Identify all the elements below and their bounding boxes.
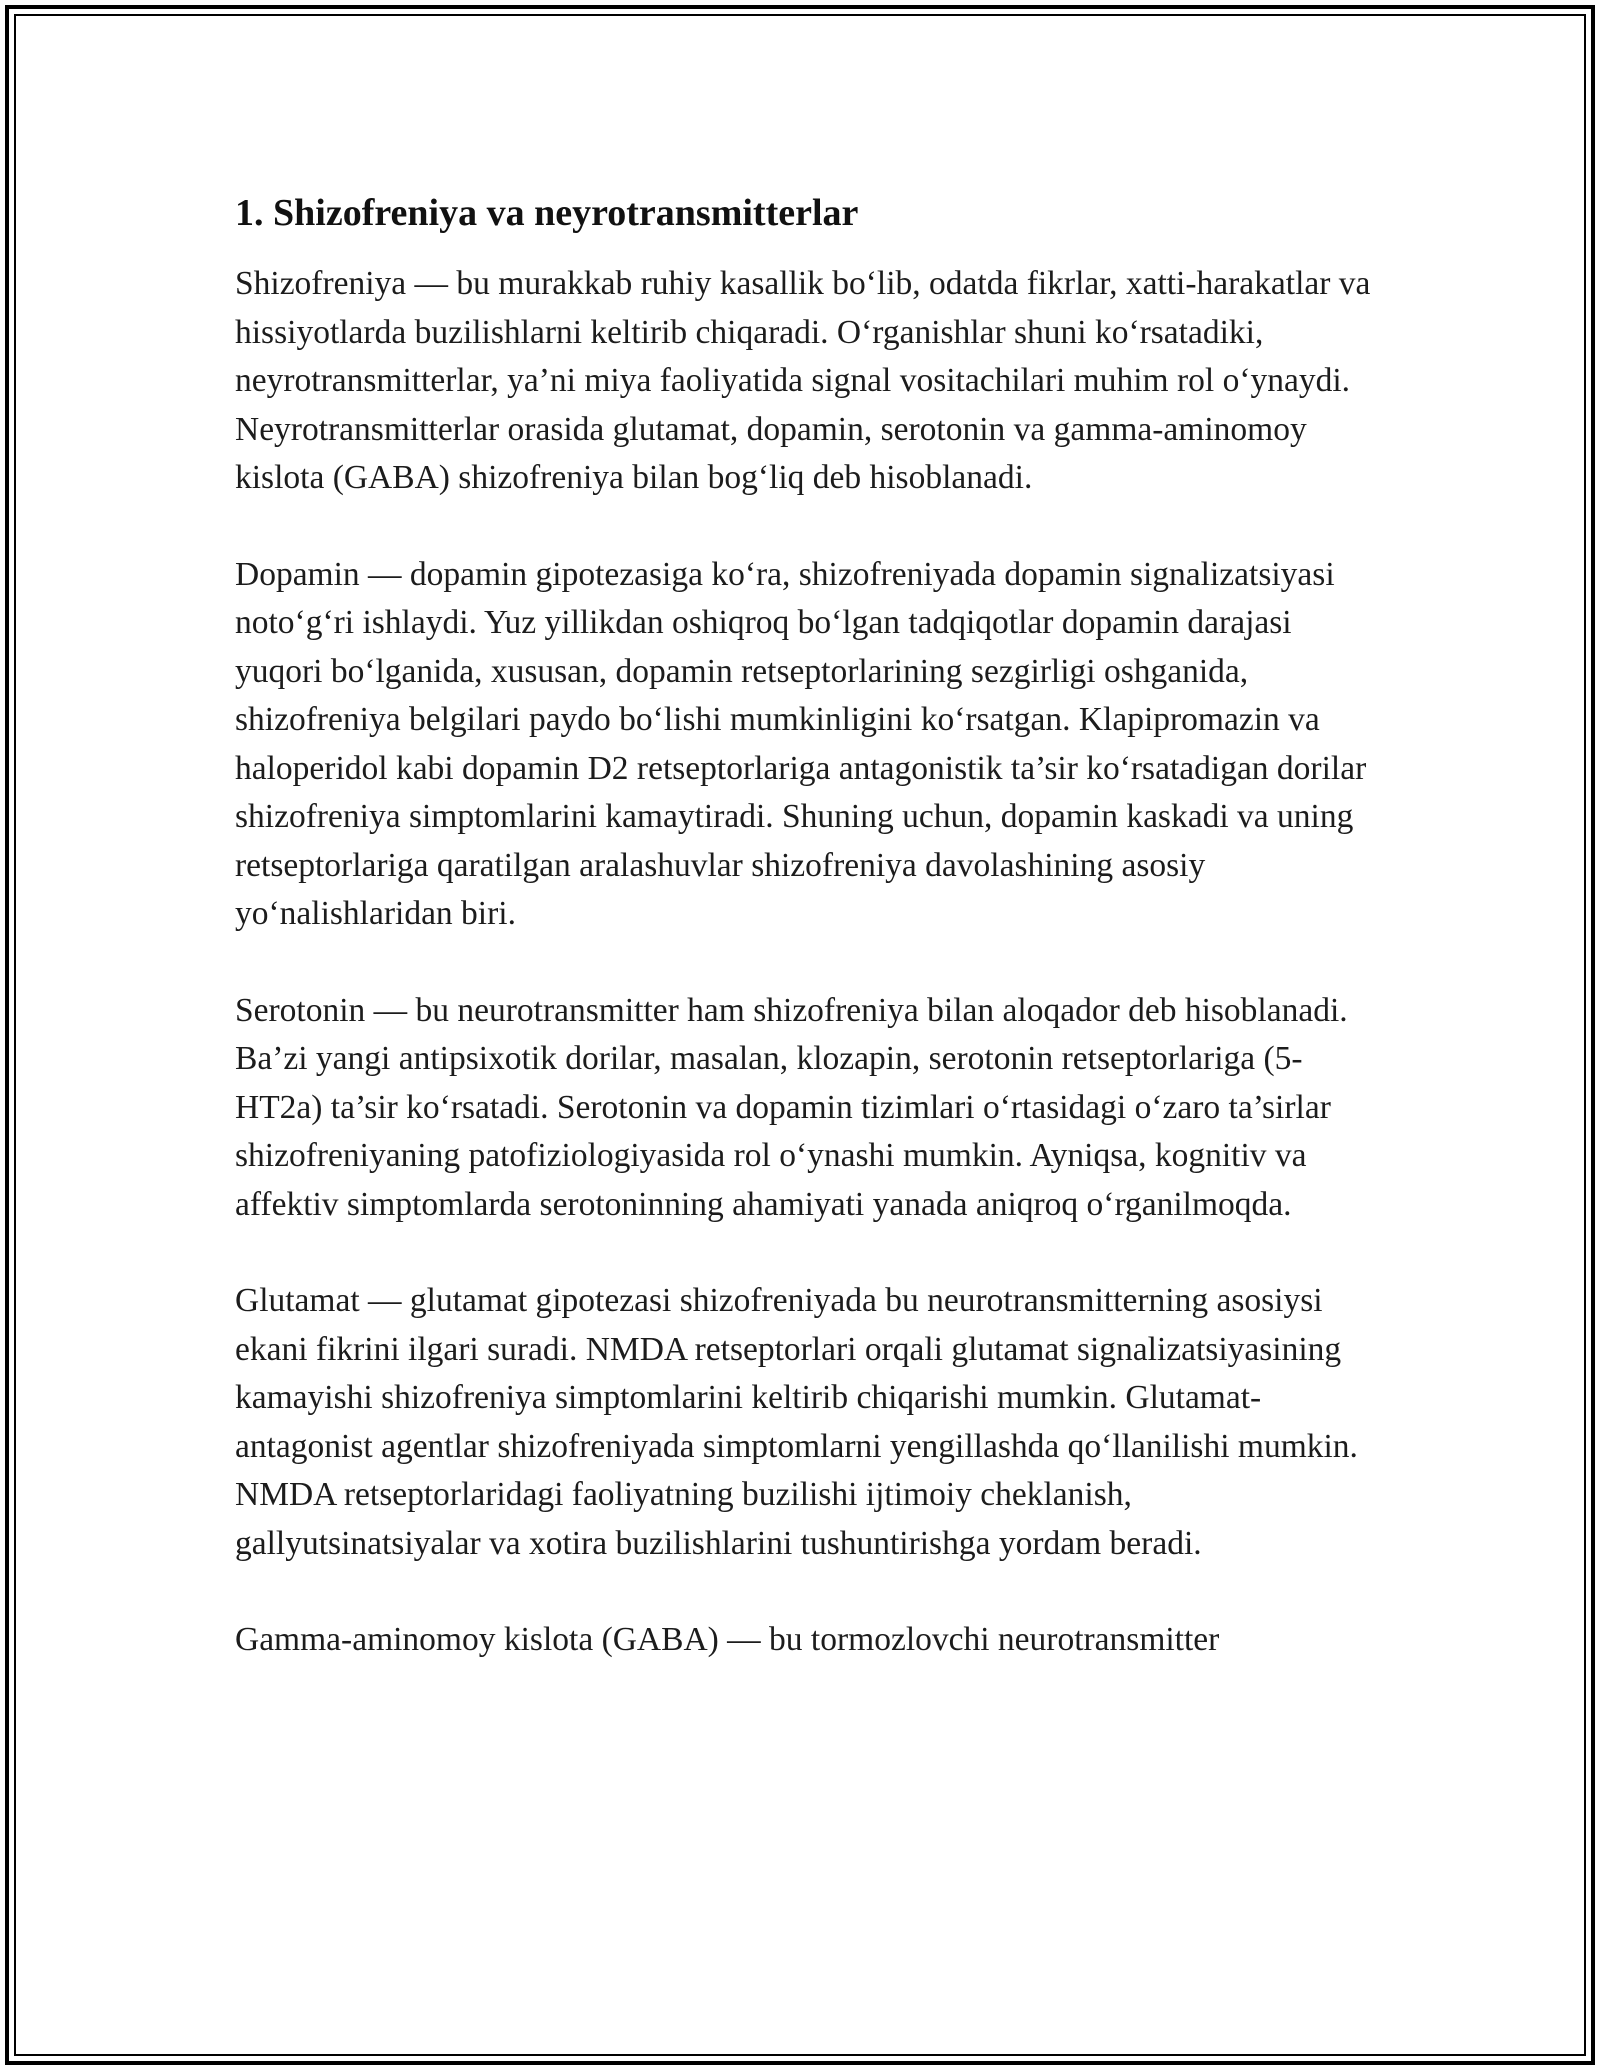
- paragraph-dopamin: Dopamin — dopamin gipotezasiga ko‘ra, shizofreniyada dopamin signalizatsiyasi noto‘g‘ri ishlaydi. Yuz yillikdan oshiqroq bo‘lgan tadqiqotlar dopamin darajasi yuqori bo‘lganida, xususan, dopamin retseptorlarining sezgirligi oshganida, shizofreniya belgilari paydo bo‘lishi mumkinligini ko‘rsatgan. Klapipromazin va haloperidol kabi dopamin D2 retseptorlariga antagonistik ta’sir ko‘rsatadigan dorilar shizofreniya simptomlarini kamaytiradi. Shuning uchun, dopamin kaskadi va uning retseptorlariga qaratilgan aralashuvlar shizofreniya davolashining asosiy yo‘nalishlaridan biri.: [235, 555, 1367, 932]
- paragraph-gaba: Gamma-aminomoy kislota (GABA) — bu tormozlovchi neurotransmitter: [235, 1621, 1220, 1658]
- paragraph-intro: Shizofreniya — bu murakkab ruhiy kasallik bo‘lib, odatda fikrlar, xatti-harakatlar va hissiyotlarda buzilishlarni keltirib chiqaradi. O‘rganishlar shuni ko‘rsatadiki, neyrotransmitterlar, ya’ni miya faoliyatida signal vositachilari muhim rol o‘ynaydi. Neyrotransmitterlar orasida glutamat, dopamin, serotonin va gamma-aminomoy kislota (GABA) shizofreniya bilan bog‘liq deb hisoblanadi.: [235, 265, 1371, 496]
- paragraph-glutamat: Glutamat — glutamat gipotezasi shizofreniyada bu neurotransmitterning asosiysi ekani fikrini ilgari suradi. NMDA retseptorlari orqali glutamat signalizatsiyasining kamayishi shizofreniya simptomlarini keltirib chiqarishi mumkin. Glutamat-antagonist agentlar shizofreniyada simptomlarni yengillashda qo‘llanilishi mumkin. NMDA retseptorlaridagi faoliyatning buzilishi ijtimoiy cheklanish, gallyutsinatsiyalar va xotira buzilishlarini tushuntirishga yordam beradi.: [235, 1282, 1358, 1562]
- section-heading: 1. Shizofreniya va neyrotransmitterlar: [235, 192, 859, 234]
- document-body: [235, 188, 1375, 1713]
- paragraph-serotonin: Serotonin — bu neurotransmitter ham shizofreniya bilan aloqador deb hisoblanadi. Ba’zi yangi antipsixotik dorilar, masalan, klozapin, serotonin retseptorlariga (5-HT2a) ta’sir ko‘rsatadi. Serotonin va dopamin tizimlari o‘rtasidagi o‘zaro ta’sirlar shizofreniyaning patofiziologiyasida rol o‘ynashi mumkin. Ayniqsa, kognitiv va affektiv simptomlarda serotoninning ahamiyati yanada aniqroq o‘rganilmoqda.: [235, 991, 1348, 1223]
